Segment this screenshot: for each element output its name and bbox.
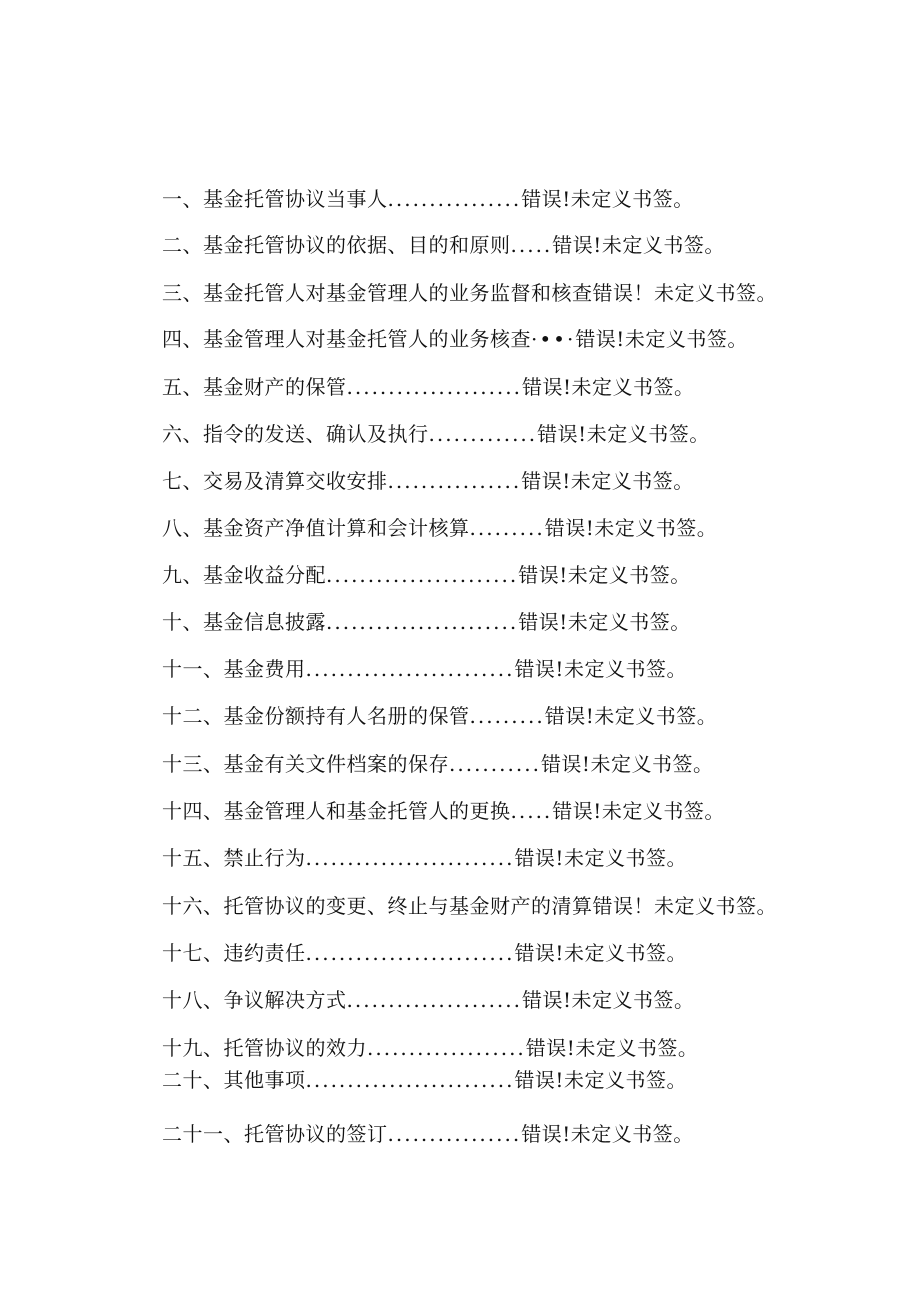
toc-entry-leader: ....................... xyxy=(326,563,519,587)
toc-entry-leader: ......................... xyxy=(305,846,515,870)
toc-entry-title: 十八、争议解决方式 xyxy=(162,988,347,1012)
toc-entry-leader: ..... xyxy=(510,233,553,257)
toc-entry[interactable] xyxy=(162,703,717,729)
toc-entry-title: 十九、托管协议的效力 xyxy=(162,1036,367,1060)
toc-entry-title: 九、基金收益分配 xyxy=(162,563,326,587)
toc-entry-title: 六、指令的发送、确认及执行 xyxy=(162,422,429,446)
toc-entry-page-ref: 错误!未定义书签。 xyxy=(514,941,687,965)
toc-entry-title: 三、基金托管人对基金管理人的业务监督和核查 xyxy=(162,281,593,305)
toc-entry-page-ref: 错误!未定义书签。 xyxy=(525,1036,699,1060)
toc-entry[interactable] xyxy=(162,656,687,682)
toc-entry[interactable] xyxy=(162,751,713,777)
toc-entry-page-ref: 错误!未定义书签。 xyxy=(518,610,691,634)
toc-entry-page-ref: 错误!未定义书签。 xyxy=(575,327,748,351)
toc-entry-leader: ....................... xyxy=(326,610,519,634)
toc-entry-page-ref: 错误!未定义书签。 xyxy=(518,563,691,587)
toc-entry-leader: ..................... xyxy=(346,375,523,399)
toc-entry[interactable] xyxy=(162,186,694,212)
toc-entry-leader: ................ xyxy=(387,1122,522,1146)
toc-entry-title: 二十一、托管协议的签订 xyxy=(162,1122,388,1146)
toc-entry-title: 五、基金财产的保管 xyxy=(162,375,347,399)
toc-entry[interactable] xyxy=(162,562,691,588)
toc-entry-leader: ................ xyxy=(387,187,522,211)
toc-entry-title: 七、交易及清算交收安排 xyxy=(162,469,388,493)
toc-entry[interactable] xyxy=(162,893,777,919)
toc-entry-page-ref: 错误!未定义书签。 xyxy=(540,752,714,776)
toc-entry-leader: ......... xyxy=(469,704,545,728)
toc-entry-leader: ..................... xyxy=(346,988,523,1012)
toc-entry-page-ref: 错误!未定义书签。 xyxy=(522,375,695,399)
toc-entry-page-ref: 错误!未定义书签。 xyxy=(544,704,718,728)
toc-entry-leader: ................... xyxy=(367,1036,526,1060)
toc-entry[interactable] xyxy=(162,515,717,541)
toc-entry-leader: ..... xyxy=(510,799,553,823)
toc-entry-page-ref: 错误！未定义书签。 xyxy=(592,894,777,918)
toc-entry-page-ref: 错误!未定义书签。 xyxy=(522,988,695,1012)
toc-entry[interactable] xyxy=(162,1067,687,1093)
toc-entry-title: 十一、基金费用 xyxy=(162,657,306,681)
toc-entry-leader: ......................... xyxy=(305,941,515,965)
toc-entry-leader: ............. xyxy=(428,422,538,446)
toc-entry-page-ref: 错误!未定义书签。 xyxy=(552,233,725,257)
toc-entry-page-ref: 错误!未定义书签。 xyxy=(537,422,710,446)
toc-entry[interactable] xyxy=(162,421,710,447)
toc-entry-title: 一、基金托管协议当事人 xyxy=(162,187,388,211)
toc-entry-page-ref: 错误!未定义书签。 xyxy=(521,187,694,211)
toc-entry-page-ref: 错误!未定义书签。 xyxy=(521,1122,694,1146)
toc-entry-title: 十七、违约责任 xyxy=(162,941,306,965)
toc-entry-title: 十五、禁止行为 xyxy=(162,846,306,870)
toc-entry-page-ref: 错误!未定义书签。 xyxy=(514,1068,687,1092)
toc-entry-title: 四、基金管理人对基金托管人的业务核查 xyxy=(162,327,531,351)
toc-entry[interactable] xyxy=(162,1121,694,1147)
toc-entry[interactable] xyxy=(162,1035,698,1061)
toc-entry-leader: ........... xyxy=(449,752,541,776)
toc-entry-page-ref: 错误!未定义书签。 xyxy=(514,846,687,870)
toc-entry[interactable] xyxy=(162,987,695,1013)
toc-entry-leader: ......... xyxy=(469,516,545,540)
toc-entry[interactable] xyxy=(162,609,691,635)
toc-entry[interactable] xyxy=(162,280,777,306)
toc-entry-title: 二十、其他事项 xyxy=(162,1068,306,1092)
toc-entry-leader: ......................... xyxy=(305,1068,515,1092)
toc-entry-page-ref: 错误!未定义书签。 xyxy=(521,469,694,493)
toc-entry[interactable] xyxy=(162,326,748,352)
toc-entry[interactable] xyxy=(162,374,695,400)
toc-entry-title: 十三、基金有关文件档案的保存 xyxy=(162,752,449,776)
toc-entry-title: 八、基金资产净值计算和会计核算 xyxy=(162,516,470,540)
toc-entry-page-ref: 错误!未定义书签。 xyxy=(544,516,718,540)
toc-entry-leader: ·••· xyxy=(531,327,576,351)
toc-entry-page-ref: 错误!未定义书签。 xyxy=(552,799,725,823)
toc-entry[interactable] xyxy=(162,468,694,494)
toc-entry-leader: ................ xyxy=(387,469,522,493)
toc-entry-page-ref: 错误!未定义书签。 xyxy=(514,657,687,681)
toc-entry[interactable] xyxy=(162,798,725,824)
toc-entry-page-ref: 错误！未定义书签。 xyxy=(592,281,777,305)
toc-entry-title: 十六、托管协议的变更、终止与基金财产的清算 xyxy=(162,894,593,918)
toc-entry[interactable] xyxy=(162,232,725,258)
toc-entry-title: 十二、基金份额持有人名册的保管 xyxy=(162,704,470,728)
toc-entry[interactable] xyxy=(162,940,687,966)
toc-entry-title: 十四、基金管理人和基金托管人的更换 xyxy=(162,799,511,823)
toc-entry-title: 十、基金信息披露 xyxy=(162,610,326,634)
toc-entry[interactable] xyxy=(162,845,687,871)
toc-entry-leader: ......................... xyxy=(305,657,515,681)
toc-entry-title: 二、基金托管协议的依据、目的和原则 xyxy=(162,233,511,257)
